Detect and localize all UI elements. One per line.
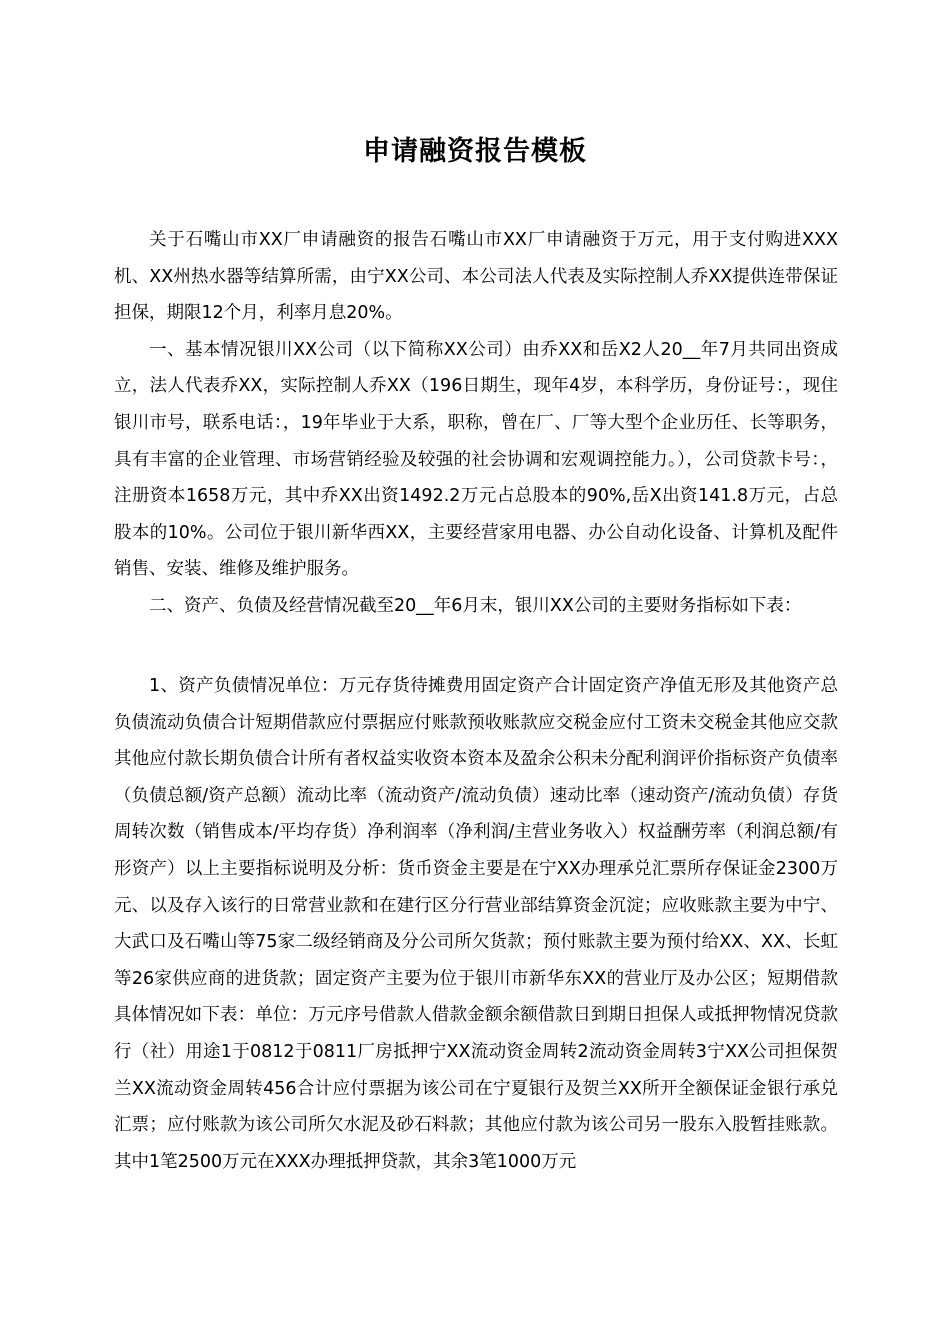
paragraph-balance-sheet: 1、资产负债情况单位：万元存货待摊费用固定资产合计固定资产净值无形及其他资产总负债流动负债合计短期借款应付票据应付账款预收账款应交税金应付工资未交税金其他应交款其他应付款长期负债合计所有者权益实收资本资本及盈余公积未分配利润评价指标资产负债率（负债总额/资产总额）流动比率（流动资产/流动负债）速动比率（速动资产/流动负债）存货周转次数（销售成本/平均存货）净利润率（净利润/主营业务收入）权益酬劳率（利润总额/有形资产）以上主要指标说明及分析：货币资金主要是在宁XX办理承兑汇票所存保证金2300万元、以及存入该行的日常营业款和在建行区分行营业部结算资金沉淀；应收账款主要为中宁、大武口及石嘴山等75家二级经销商及分公司所欠货款；预付账款主要为预付给XX、XX、长虹等26家供应商的进货款；固定资产主要为位于银川市新华东XX的营业厅及办公区；短期借款具体情况如下表：单位：万元序号借款人借款金额余额借款日到期日担保人或抵押物情况贷款行（社）用途1于0812于0811厂房抵押宁XX流动资金周转2流动资金周转3宁XX公司担保贺兰XX流动资金周转456合计应付票据为该公司在宁夏银行及贺兰XX所开全额保证金银行承兑汇票；应付账款为该公司所欠水泥及砂石料款；其他应付款为该公司另一股东入股暂挂账款。其中1笔2500万元在XXX办理抵押贷款，其余3笔1000万元 xyxy=(114,676,838,1172)
document-body-top xyxy=(114,222,838,625)
paragraph-intro: 关于石嘴山市XX厂申请融资的报告石嘴山市XX厂申请融资于万元，用于支付购进XXX机、XX州热水器等结算所需，由宁XX公司、本公司法人代表及实际控制人乔XX提供连带保证担保，期限12个月，利率月息20%。 xyxy=(114,230,838,324)
document-body-bottom xyxy=(114,668,838,1180)
paragraph-assets-intro: 二、资产、负债及经营情况截至20__年6月末，银川XX公司的主要财务指标如下表： xyxy=(149,595,802,616)
document-title: 申请融资报告模板 xyxy=(363,136,587,167)
paragraph-basic-info: 一、基本情况银川XX公司（以下简称XX公司）由乔XX和岳X2人20__年7月共同出资成立，法人代表乔XX，实际控制人乔XX（196日期生，现年4岁，本科学历，身份证号：，现住银川市号，联系电话：，19年毕业于大系，职称，曾在厂、厂等大型个企业历任、长等职务，具有丰富的企业管理、市场营销经验及较强的社会协调和宏观调控能力。），公司贷款卡号：，注册资本1658万元，其中乔XX出资1492.2万元占总股本的90%,岳X出资141.8万元，占总股本的10%。公司位于银川新华西XX，主要经营家用电器、办公自动化设备、计算机及配件销售、安装、维修及维护服务。 xyxy=(114,339,838,580)
